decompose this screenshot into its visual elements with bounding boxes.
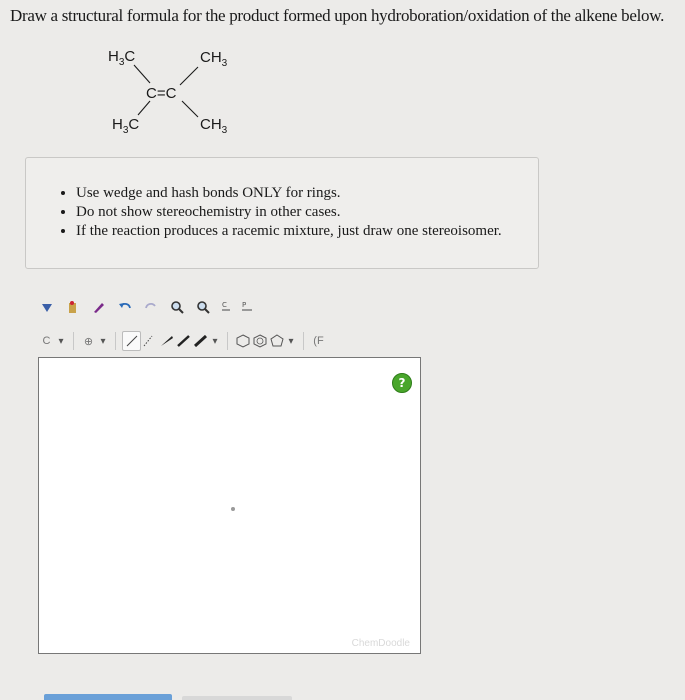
ring-pentagon-icon[interactable] — [268, 331, 285, 351]
svg-text:C: C — [222, 301, 227, 309]
redo-icon[interactable] — [142, 297, 159, 317]
bold-bond-icon[interactable] — [192, 331, 209, 351]
charge-dropdown-icon[interactable]: ▾ — [100, 335, 106, 347]
instruction-item: • Use wedge and hash bonds ONLY for rings. — [76, 184, 538, 202]
eraser-icon[interactable] — [64, 297, 81, 317]
editor-toolbar-bottom — [38, 331, 327, 351]
instruction-item: • Do not show stereochemistry in other cases. — [76, 203, 538, 221]
bond-dropdown-icon[interactable]: ▾ — [212, 335, 218, 347]
secondary-button-edge[interactable] — [182, 696, 292, 700]
instructions-box — [25, 157, 539, 269]
toolbar-divider — [73, 332, 74, 350]
drawing-canvas[interactable] — [38, 357, 421, 654]
canvas-cursor-dot — [231, 507, 235, 511]
hash-bond-icon[interactable] — [175, 331, 192, 351]
double-bond-icon[interactable] — [141, 331, 158, 351]
mol-label-bottom-left: $H_3C$ — [112, 116, 140, 136]
text-tool-button[interactable]: (F — [313, 335, 324, 347]
single-bond-icon[interactable] — [122, 331, 141, 351]
clear-icon[interactable] — [38, 297, 55, 317]
ring-dropdown-icon[interactable]: ▾ — [288, 335, 294, 347]
svg-text:P: P — [242, 301, 247, 309]
toolbar-divider — [303, 332, 304, 350]
toolbar-divider — [227, 332, 228, 350]
bond-top-left — [134, 65, 150, 83]
clean-structure-icon[interactable] — [220, 297, 232, 317]
zoom-out-icon[interactable] — [194, 297, 211, 317]
ring-benzene-icon[interactable] — [234, 331, 251, 351]
element-dropdown-icon[interactable]: ▾ — [58, 335, 64, 347]
lasso-icon[interactable] — [90, 297, 107, 317]
alkene-structure — [100, 45, 280, 145]
zoom-in-icon[interactable] — [168, 297, 185, 317]
bond-bottom-left — [138, 101, 150, 115]
question-text: Draw a structural formula for the product formed upon hydroboration/oxidation of the alkene below. — [10, 6, 665, 25]
charge-button[interactable]: ⊕ — [83, 335, 94, 348]
instruction-item: • If the reaction produces a racemic mixture, just draw one stereoisomer. — [76, 222, 538, 240]
editor-toolbar-top — [38, 297, 253, 317]
wedge-bond-icon[interactable] — [158, 331, 175, 351]
chemdoodle-watermark: ChemDoodle — [351, 638, 410, 649]
element-carbon-button[interactable]: C — [42, 335, 51, 347]
mol-label-center: C=C — [146, 85, 177, 102]
ring-hexagon-icon[interactable] — [251, 331, 268, 351]
submit-button-edge[interactable] — [44, 694, 172, 700]
mol-label-top-left: $H_3C$ — [108, 48, 136, 68]
undo-icon[interactable] — [116, 297, 133, 317]
mol-label-bottom-right: $CH_3$ — [200, 116, 228, 136]
toolbar-divider — [115, 332, 116, 350]
bond-top-right — [180, 67, 198, 85]
help-button[interactable]: ? — [392, 373, 412, 393]
mol-label-top-right: $CH_3$ — [200, 49, 228, 69]
periodic-table-icon[interactable] — [241, 297, 253, 317]
bond-bottom-right — [182, 101, 198, 117]
